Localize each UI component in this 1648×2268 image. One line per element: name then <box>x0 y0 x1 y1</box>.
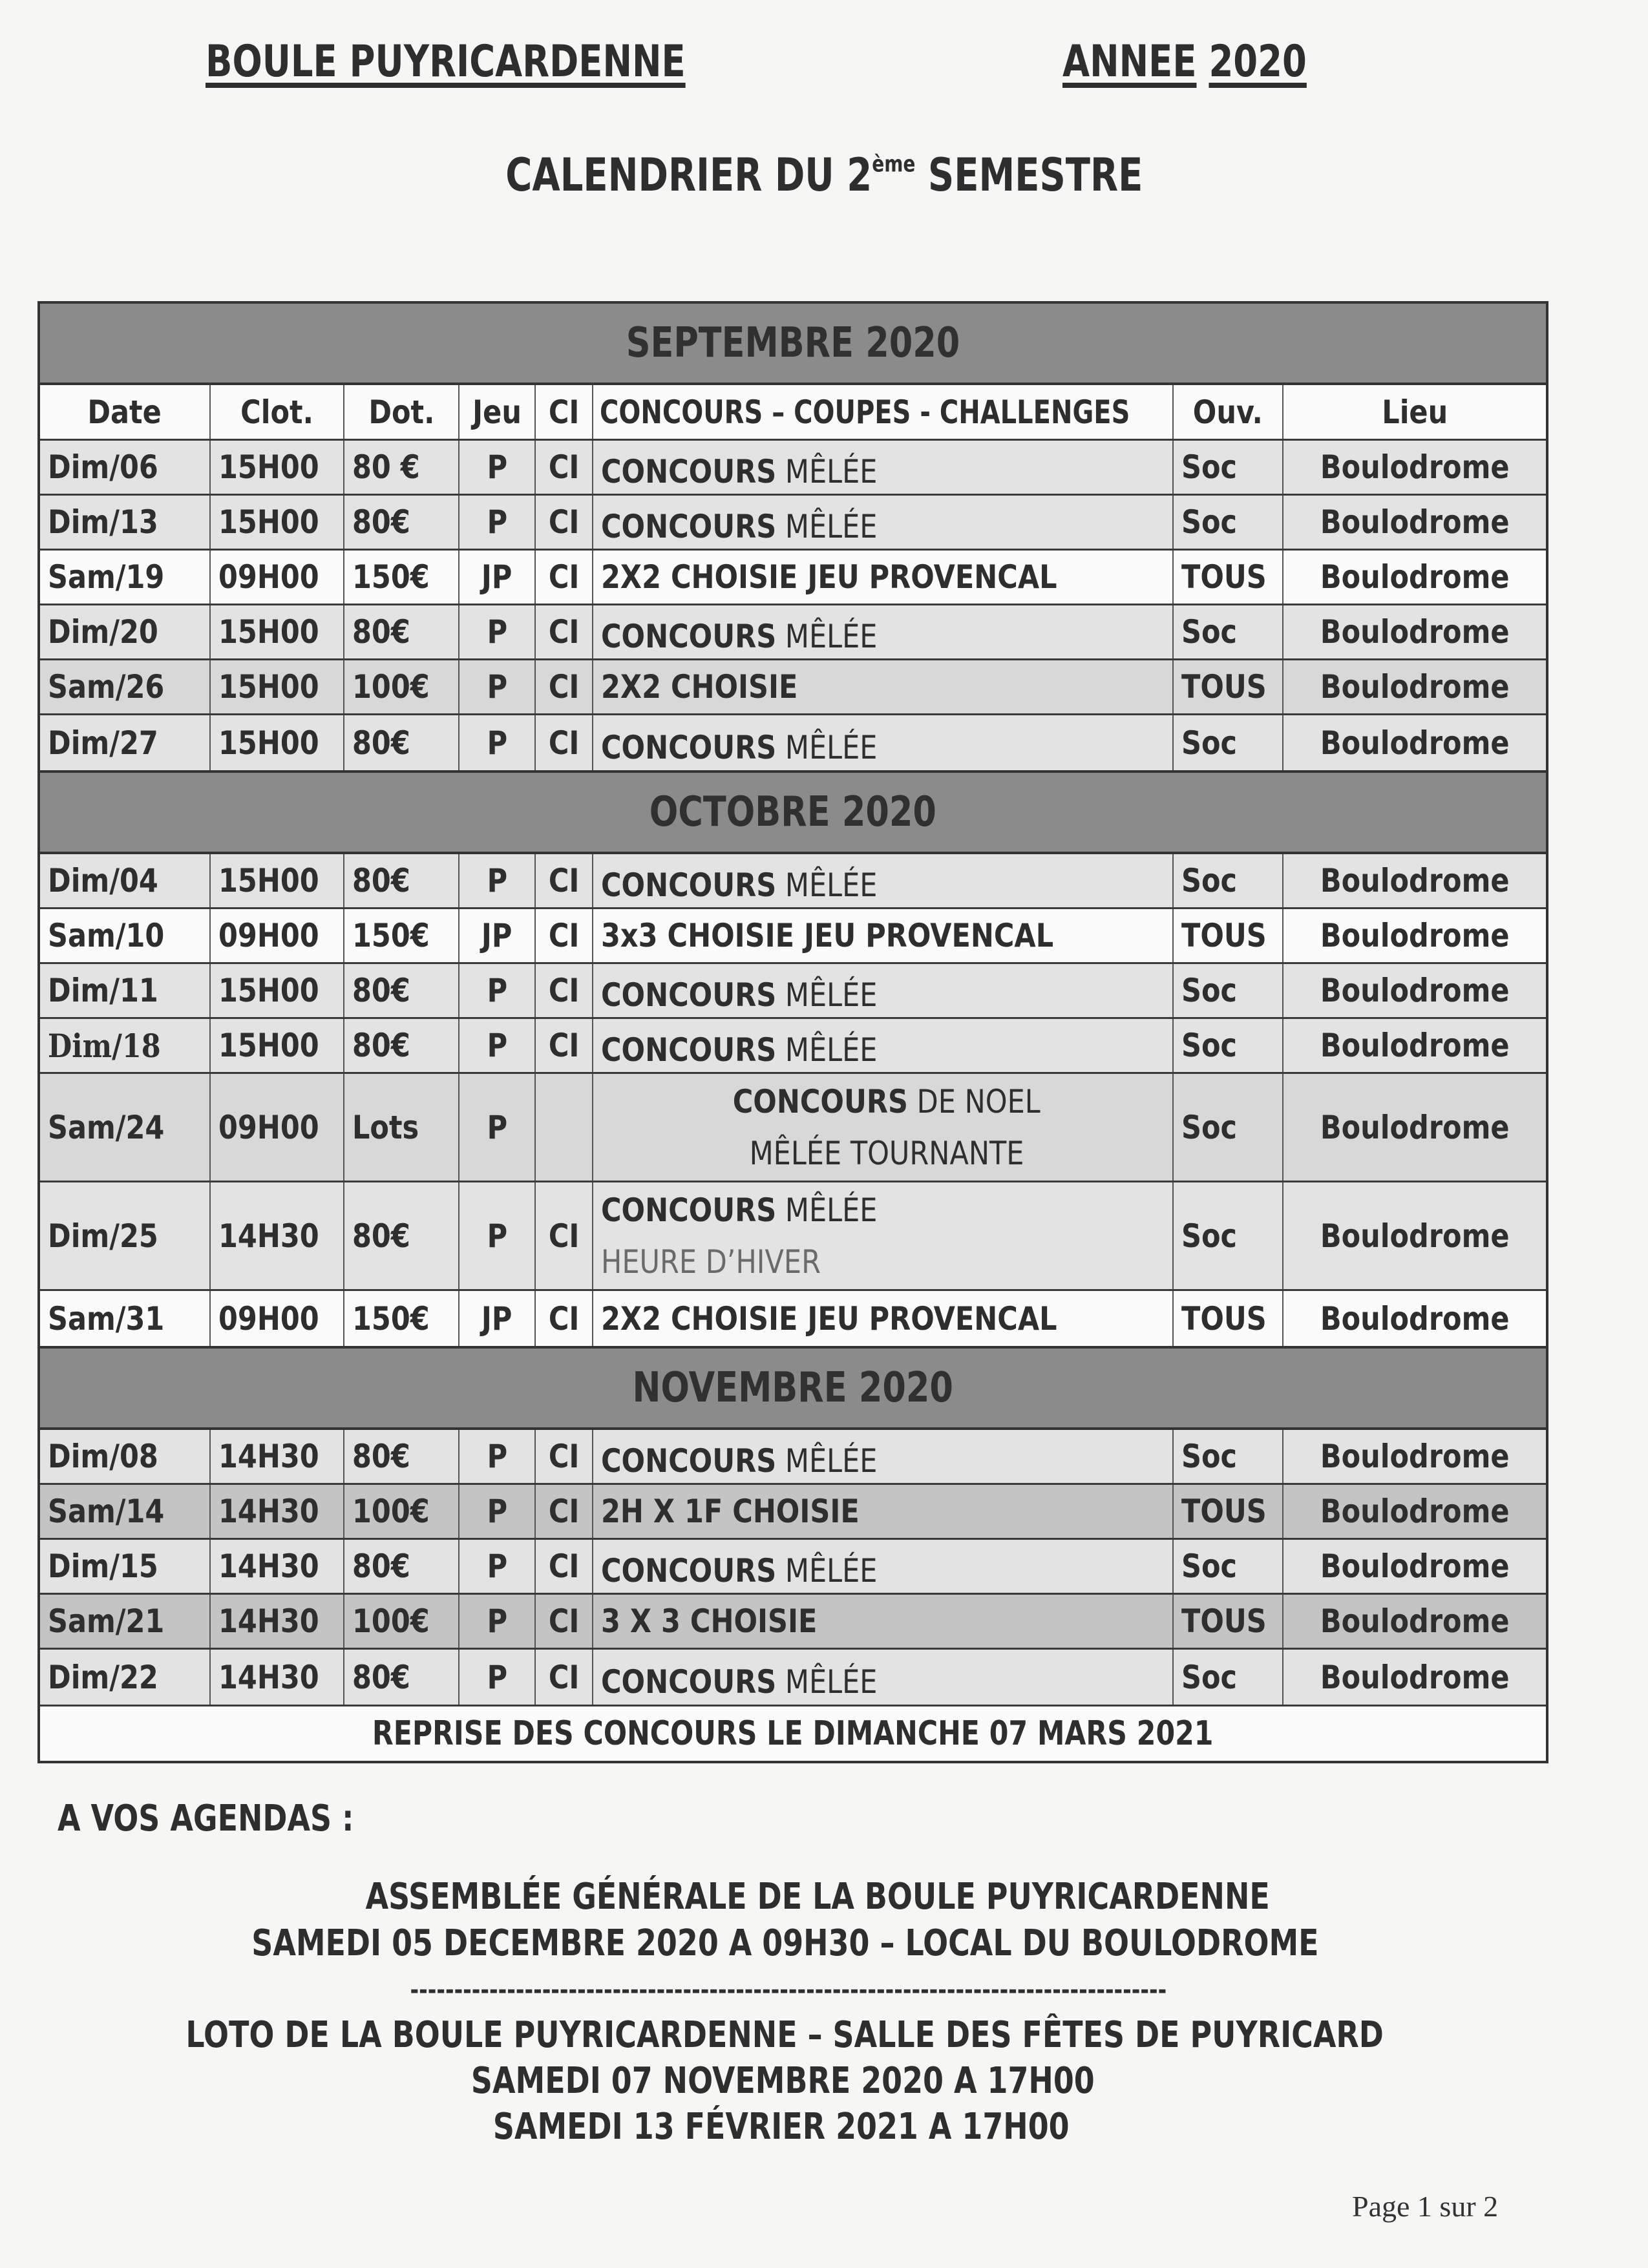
cell-date: Dim/04 <box>40 854 211 907</box>
cell-clot: 14H30 <box>211 1540 344 1593</box>
cell-dot: 80€ <box>344 1540 460 1593</box>
table-row <box>40 909 1546 964</box>
cell-clot: 14H30 <box>211 1485 344 1538</box>
cell-dot: 80€ <box>344 605 460 658</box>
cell-clot: 15H00 <box>211 496 344 549</box>
cell-concours: CONCOURS MÊLÉE <box>593 1019 1174 1072</box>
loto-title: LOTO DE LA BOULE PUYRICARDENNE – SALLE DES FÊTES DE PUYRICARD <box>185 2014 1384 2056</box>
cell-clot: 14H30 <box>211 1650 344 1705</box>
calendar-table <box>37 301 1548 1763</box>
table-row <box>40 1074 1546 1182</box>
cell-ouv: Soc <box>1174 1540 1284 1593</box>
cell-dot: 80€ <box>344 1430 460 1483</box>
cell-dot: 80€ <box>344 854 460 907</box>
month-header-november: NOVEMBRE 2020 <box>40 1346 1546 1430</box>
col-header-dot: Dot. <box>344 385 460 439</box>
cell-concours: CONCOURS MÊLÉE <box>593 1650 1174 1705</box>
cell-jeu: P <box>460 496 536 549</box>
cell-concours: CONCOURS MÊLÉE <box>593 1430 1174 1483</box>
cell-ci <box>536 1074 593 1181</box>
cell-clot: 09H00 <box>211 551 344 604</box>
cell-jeu: P <box>460 1485 536 1538</box>
assembly-date: SAMEDI 05 DECEMBRE 2020 A 09H30 – LOCAL DU BOULODROME <box>251 1922 1319 1964</box>
cell-ci: CI <box>536 1540 593 1593</box>
cell-ouv: Soc <box>1174 441 1284 494</box>
cell-ouv: TOUS <box>1174 1595 1284 1648</box>
cell-jeu: P <box>460 1019 536 1072</box>
cell-jeu: JP <box>460 909 536 962</box>
cell-ouv: Soc <box>1174 1430 1284 1483</box>
cell-ci: CI <box>536 1019 593 1072</box>
cell-ci: CI <box>536 1595 593 1648</box>
assembly-title: ASSEMBLÉE GÉNÉRALE DE LA BOULE PUYRICARDENNE <box>365 1876 1270 1918</box>
cell-date: Sam/24 <box>40 1074 211 1181</box>
page-title: CALENDRIER DU 2ème SEMESTRE <box>505 149 1143 202</box>
cell-date: Sam/14 <box>40 1485 211 1538</box>
cell-dot: 80€ <box>344 1650 460 1705</box>
cell-dot: 80€ <box>344 715 460 770</box>
cell-ouv: TOUS <box>1174 1291 1284 1346</box>
cell-jeu: P <box>460 1182 536 1289</box>
cell-dot: 150€ <box>344 551 460 604</box>
cell-ouv: Soc <box>1174 964 1284 1017</box>
cell-lieu: Boulodrome <box>1320 1299 1510 1338</box>
cell-concours: 2H X 1F CHOISIE <box>593 1485 1174 1538</box>
col-header-jeu: Jeu <box>460 385 536 439</box>
cell-ouv: Soc <box>1174 1019 1284 1072</box>
cell-ouv: TOUS <box>1174 1485 1284 1538</box>
cell-clot: 09H00 <box>211 1074 344 1181</box>
cell-jeu: P <box>460 1540 536 1593</box>
cell-date: Sam/21 <box>40 1595 211 1648</box>
table-row <box>40 854 1546 909</box>
table-row <box>40 1182 1546 1291</box>
cell-jeu: P <box>460 605 536 658</box>
cell-concours: 3x3 CHOISIE JEU PROVENCAL <box>593 909 1174 962</box>
cell-ouv: TOUS <box>1174 551 1284 604</box>
cell-date: Dim/06 <box>40 441 211 494</box>
cell-ci: CI <box>536 1650 593 1705</box>
cell-jeu: P <box>460 441 536 494</box>
cell-date: Dim/15 <box>40 1540 211 1593</box>
cell-lieu: Boulodrome <box>1320 1658 1510 1696</box>
cell-concours: CONCOURS MÊLÉE <box>593 441 1174 494</box>
cell-clot: 15H00 <box>211 854 344 907</box>
cell-concours: CONCOURS MÊLÉE HEURE D’HIVER <box>593 1182 1174 1289</box>
cell-clot: 15H00 <box>211 605 344 658</box>
cell-clot: 15H00 <box>211 715 344 770</box>
cell-jeu: P <box>460 1074 536 1181</box>
column-header-row <box>40 385 1546 441</box>
col-header-lieu: Lieu <box>1382 393 1448 431</box>
table-row <box>40 605 1546 660</box>
cell-dot: 80€ <box>344 964 460 1017</box>
cell-clot: 09H00 <box>211 1291 344 1346</box>
month-header-september: SEPTEMBRE 2020 <box>40 304 1546 385</box>
cell-clot: 15H00 <box>211 660 344 713</box>
cell-dot: 150€ <box>344 909 460 962</box>
table-row <box>40 1485 1546 1540</box>
cell-ci: CI <box>536 605 593 658</box>
cell-concours: 2X2 CHOISIE JEU PROVENCAL <box>593 1291 1174 1346</box>
cell-date: Sam/10 <box>40 909 211 962</box>
cell-ouv: TOUS <box>1174 660 1284 713</box>
cell-lieu: Boulodrome <box>1320 558 1510 596</box>
cell-lieu: Boulodrome <box>1320 862 1510 899</box>
cell-date: Dim/11 <box>40 964 211 1017</box>
cell-date: Dim/25 <box>40 1182 211 1289</box>
cell-date: Dim/08 <box>40 1430 211 1483</box>
table-row <box>40 964 1546 1019</box>
cell-ouv: Soc <box>1174 496 1284 549</box>
cell-date: Sam/19 <box>40 551 211 604</box>
cell-ouv: TOUS <box>1174 909 1284 962</box>
table-row <box>40 1650 1546 1705</box>
cell-dot: 100€ <box>344 660 460 713</box>
cell-concours: CONCOURS MÊLÉE <box>593 715 1174 770</box>
cell-clot: 14H30 <box>211 1595 344 1648</box>
table-row <box>40 1540 1546 1595</box>
cell-jeu: JP <box>460 551 536 604</box>
cell-dot: 80€ <box>344 1182 460 1289</box>
cell-jeu: P <box>460 660 536 713</box>
col-header-concours: CONCOURS – COUPES - CHALLENGES <box>593 385 1174 439</box>
cell-clot: 14H30 <box>211 1182 344 1289</box>
loto-date-2: SAMEDI 13 FÉVRIER 2021 A 17H00 <box>493 2106 1070 2148</box>
cell-ouv: Soc <box>1174 1182 1284 1289</box>
month-header-october: OCTOBRE 2020 <box>40 770 1546 854</box>
cell-ci: CI <box>536 496 593 549</box>
cell-jeu: P <box>460 1595 536 1648</box>
cell-lieu: Boulodrome <box>1320 1602 1510 1640</box>
cell-ci: CI <box>536 660 593 713</box>
cell-jeu: P <box>460 715 536 770</box>
cell-dot: 100€ <box>344 1485 460 1538</box>
cell-dot: 100€ <box>344 1595 460 1648</box>
cell-lieu: Boulodrome <box>1320 668 1510 706</box>
cell-lieu: Boulodrome <box>1320 972 1510 1009</box>
cell-lieu: Boulodrome <box>1320 448 1510 486</box>
resumption-note: REPRISE DES CONCOURS LE DIMANCHE 07 MARS 2021 <box>40 1705 1546 1761</box>
cell-jeu: P <box>460 1430 536 1483</box>
cell-ci: CI <box>536 715 593 770</box>
cell-dot: 80€ <box>344 496 460 549</box>
cell-lieu: Boulodrome <box>1320 1217 1510 1255</box>
cell-lieu: Boulodrome <box>1320 613 1510 651</box>
cell-clot: 15H00 <box>211 441 344 494</box>
cell-ci: CI <box>536 1291 593 1346</box>
cell-date: Dim/18 <box>40 1019 211 1072</box>
cell-date: Dim/20 <box>40 605 211 658</box>
col-header-ci: CI <box>536 385 593 439</box>
cell-concours: 3 X 3 CHOISIE <box>593 1595 1174 1648</box>
cell-clot: 15H00 <box>211 1019 344 1072</box>
cell-ouv: Soc <box>1174 854 1284 907</box>
cell-ci: CI <box>536 854 593 907</box>
cell-concours: CONCOURS MÊLÉE <box>593 964 1174 1017</box>
table-row <box>40 496 1546 551</box>
cell-lieu: Boulodrome <box>1320 1027 1510 1064</box>
cell-concours: CONCOURS MÊLÉE <box>593 1540 1174 1593</box>
cell-clot: 14H30 <box>211 1430 344 1483</box>
table-row <box>40 660 1546 715</box>
club-title: BOULE PUYRICARDENNE <box>206 36 686 87</box>
cell-ci: CI <box>536 964 593 1017</box>
year-title: ANNEE 2020 <box>1062 36 1307 87</box>
table-row <box>40 715 1546 770</box>
cell-lieu: Boulodrome <box>1320 1438 1510 1475</box>
table-row <box>40 1595 1546 1650</box>
loto-date-1: SAMEDI 07 NOVEMBRE 2020 A 17H00 <box>470 2060 1095 2102</box>
cell-concours: CONCOURS MÊLÉE <box>593 854 1174 907</box>
cell-ci: CI <box>536 1182 593 1289</box>
cell-ci: CI <box>536 909 593 962</box>
cell-lieu: Boulodrome <box>1320 1108 1510 1146</box>
cell-date: Dim/13 <box>40 496 211 549</box>
cell-ouv: Soc <box>1174 1650 1284 1705</box>
col-header-date: Date <box>40 385 211 439</box>
cell-jeu: P <box>460 854 536 907</box>
cell-jeu: P <box>460 1650 536 1705</box>
cell-dot: 80 € <box>344 441 460 494</box>
cell-concours: 2X2 CHOISIE JEU PROVENCAL <box>593 551 1174 604</box>
cell-ci: CI <box>536 1485 593 1538</box>
cell-dot: 80€ <box>344 1019 460 1072</box>
cell-ci: CI <box>536 1430 593 1483</box>
table-row <box>40 551 1546 605</box>
cell-date: Sam/26 <box>40 660 211 713</box>
cell-ouv: Soc <box>1174 715 1284 770</box>
cell-concours: 2X2 CHOISIE <box>593 660 1174 713</box>
cell-lieu: Boulodrome <box>1320 1548 1510 1585</box>
table-row <box>40 1430 1546 1485</box>
cell-lieu: Boulodrome <box>1320 1493 1510 1530</box>
cell-ci: CI <box>536 441 593 494</box>
cell-lieu: Boulodrome <box>1320 917 1510 954</box>
table-row <box>40 1291 1546 1346</box>
cell-dot: Lots <box>344 1074 460 1181</box>
cell-jeu: P <box>460 964 536 1017</box>
cell-dot: 150€ <box>344 1291 460 1346</box>
cell-clot: 09H00 <box>211 909 344 962</box>
cell-concours: CONCOURS MÊLÉE <box>593 496 1174 549</box>
cell-ci: CI <box>536 551 593 604</box>
cell-lieu: Boulodrome <box>1320 724 1510 762</box>
col-header-clot: Clot. <box>211 385 344 439</box>
cell-date: Dim/22 <box>40 1650 211 1705</box>
cell-concours: CONCOURS DE NOEL MÊLÉE TOURNANTE <box>593 1074 1174 1181</box>
cell-clot: 15H00 <box>211 964 344 1017</box>
november-rows <box>40 1430 1546 1705</box>
cell-jeu: JP <box>460 1291 536 1346</box>
cell-date: Dim/27 <box>40 715 211 770</box>
separator-line: -------------------------------------------------------------------------------------- <box>410 1975 1167 2005</box>
cell-lieu: Boulodrome <box>1320 503 1510 541</box>
page-number: Page 1 sur 2 <box>1352 2190 1499 2223</box>
cell-date: Sam/31 <box>40 1291 211 1346</box>
september-rows <box>40 441 1546 770</box>
table-row <box>40 441 1546 496</box>
cell-ouv: Soc <box>1174 1074 1284 1181</box>
col-header-ouv: Ouv. <box>1174 385 1284 439</box>
cell-ouv: Soc <box>1174 605 1284 658</box>
agenda-heading: A VOS AGENDAS : <box>58 1798 354 1840</box>
october-rows <box>40 854 1546 1346</box>
cell-concours: CONCOURS MÊLÉE <box>593 605 1174 658</box>
table-row <box>40 1019 1546 1074</box>
